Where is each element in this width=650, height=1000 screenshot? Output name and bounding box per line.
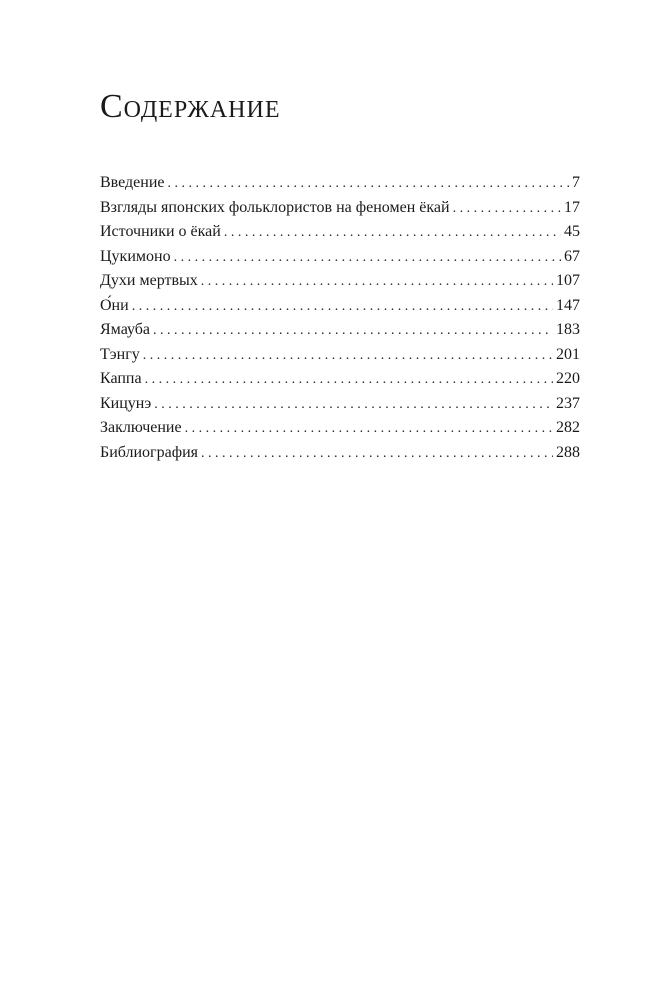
- toc-entry: [100, 441, 580, 466]
- toc-entry-title: Источники о ёкай: [100, 223, 221, 240]
- toc-entry-page: 17: [564, 198, 580, 216]
- dot-leader: [168, 172, 570, 197]
- dot-leader: [185, 417, 553, 442]
- toc-entry-page: 282: [556, 419, 580, 436]
- dot-leader: [174, 246, 561, 271]
- toc-entry: [100, 269, 580, 294]
- toc-entry: [100, 416, 580, 441]
- dot-leader: [143, 344, 553, 369]
- table-of-contents: [100, 171, 580, 465]
- dot-leader: [201, 270, 553, 295]
- toc-entry-title: Ямауба: [100, 321, 151, 338]
- toc-entry: [100, 171, 580, 196]
- toc-entry-page: 183: [556, 321, 580, 338]
- toc-entry-page: 220: [556, 370, 580, 387]
- toc-entry-title: Взгляды японских фольклористов на феномен ёкай: [100, 198, 450, 216]
- toc-entry: [100, 196, 580, 221]
- toc-entry-title: Заключение: [100, 419, 182, 436]
- toc-entry-title: Библиография: [100, 443, 198, 461]
- toc-entry: [100, 318, 580, 343]
- dot-leader: [145, 368, 553, 393]
- toc-entry-title: Введение: [100, 174, 165, 191]
- toc-entry-page: 107: [556, 272, 580, 289]
- dot-leader: [154, 393, 553, 418]
- toc-entry-page: 147: [556, 296, 580, 314]
- toc-entry-title: О́ни: [100, 296, 129, 314]
- dot-leader: [201, 442, 553, 467]
- toc-entry-page: 7: [572, 174, 580, 191]
- dot-leader: [453, 197, 561, 222]
- toc-entry: [100, 367, 580, 392]
- toc-entry-page: 201: [556, 345, 580, 363]
- toc-entry-title: Цукимоно: [100, 247, 171, 265]
- toc-heading: Содержание: [100, 88, 281, 125]
- toc-entry-page: 288: [556, 443, 580, 461]
- dot-leader: [224, 221, 561, 246]
- toc-entry-title: Духи мертвых: [100, 272, 198, 289]
- toc-entry: [100, 220, 580, 245]
- dot-leader: [132, 295, 553, 320]
- toc-entry: [100, 245, 580, 270]
- toc-entry: [100, 343, 580, 368]
- toc-entry: [100, 392, 580, 417]
- toc-entry-title: Кицунэ: [100, 394, 152, 412]
- toc-entry: [100, 294, 580, 319]
- toc-entry-page: 45: [564, 223, 580, 240]
- dot-leader: [153, 319, 553, 344]
- toc-entry-page: 237: [556, 394, 580, 412]
- toc-entry-title: Каппа: [100, 370, 142, 387]
- toc-entry-page: 67: [564, 247, 580, 265]
- toc-entry-title: Тэнгу: [100, 345, 140, 363]
